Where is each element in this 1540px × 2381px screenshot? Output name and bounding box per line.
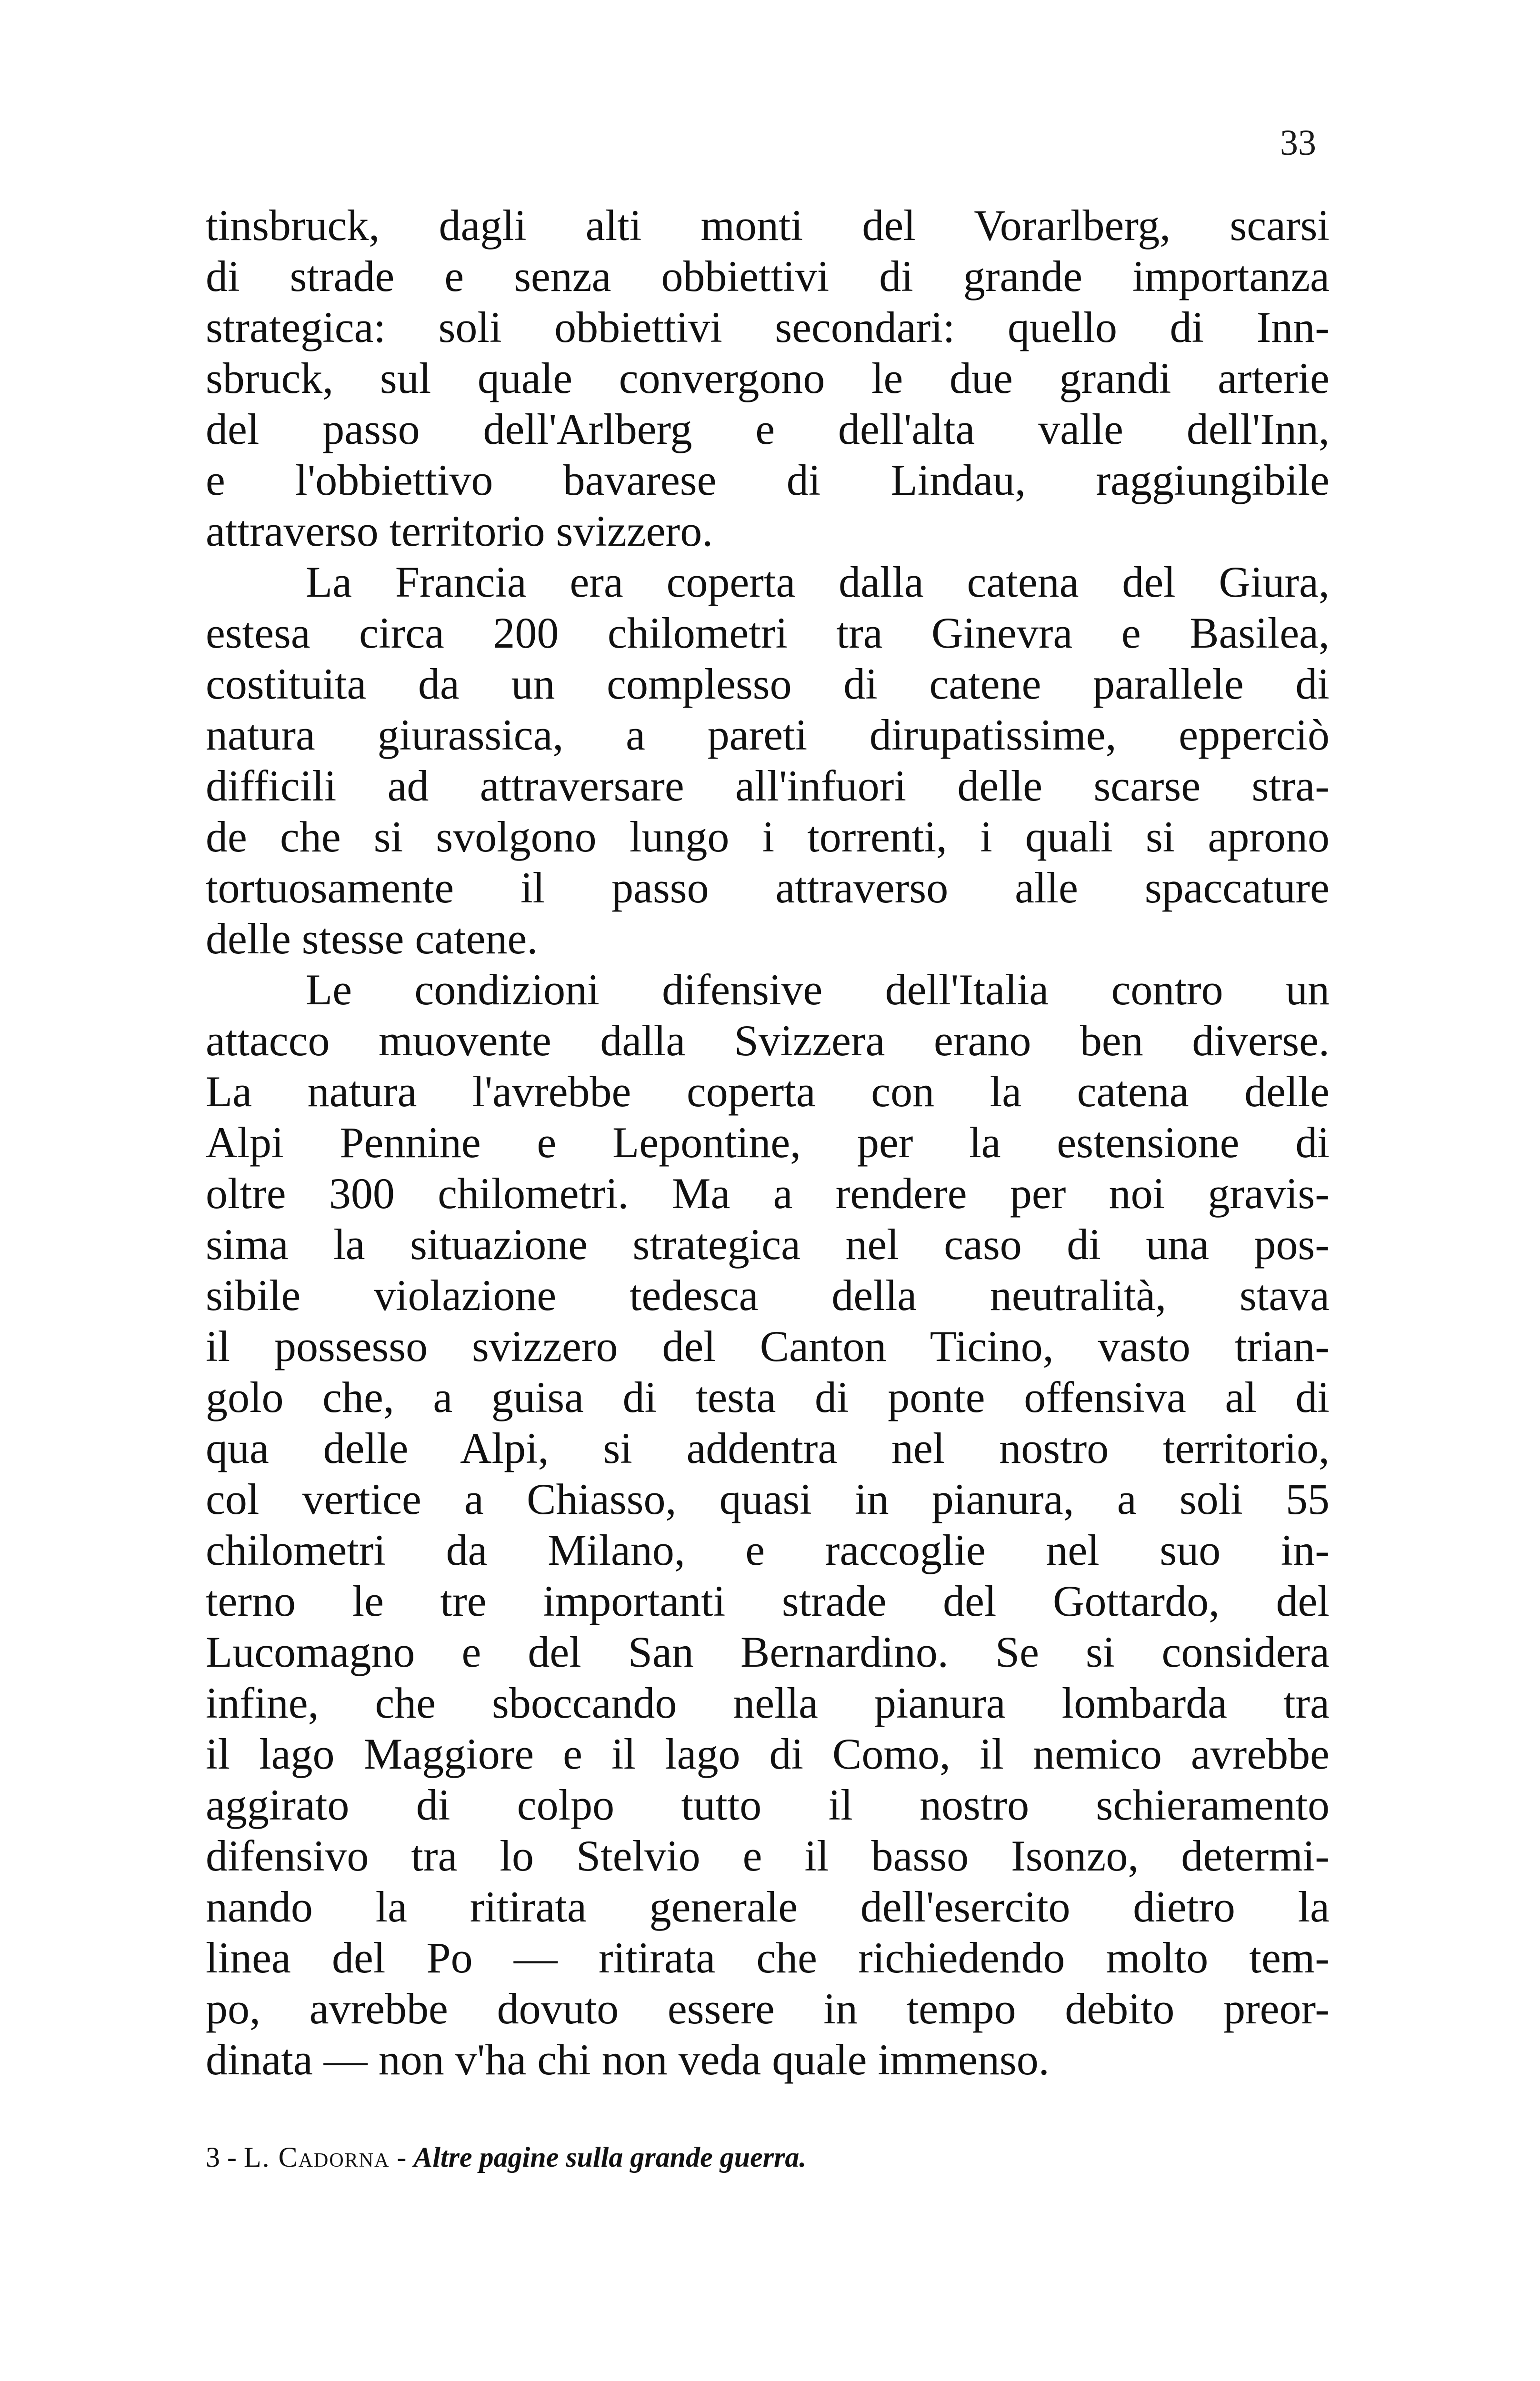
- text-line: sibile violazione tedesca della neutralità, stava: [206, 1271, 1330, 1320]
- text-line: aggirato di colpo tutto il nostro schieramento: [206, 1781, 1330, 1829]
- text-line: oltre 300 chilometri. Ma a rendere per noi gravis-: [206, 1169, 1330, 1218]
- text-line: de che si svolgono lungo i torrenti, i quali si aprono: [206, 812, 1330, 861]
- text-line: costituita da un complesso di catene parallele di: [206, 660, 1330, 708]
- text-line: dinata — non v'ha chi non veda quale immenso.: [206, 2035, 1050, 2084]
- signature-number: 3: [206, 2141, 220, 2173]
- text-line: tinsbruck, dagli alti monti del Vorarlberg, scarsi: [206, 201, 1330, 250]
- text-line: La natura l'avrebbe coperta con la catena delle: [206, 1067, 1330, 1116]
- text-line: Lucomagno e del San Bernardino. Se si considera: [206, 1628, 1330, 1676]
- text-line: il possesso svizzero del Canton Ticino, vasto trian-: [206, 1322, 1330, 1371]
- text-line: delle stesse catene.: [206, 914, 538, 963]
- text-line: strategica: soli obbiettivi secondari: quello di Inn-: [206, 303, 1330, 351]
- text-line: Le condizioni difensive dell'Italia contro un: [306, 965, 1330, 1014]
- text-line: e l'obbiettivo bavarese di Lindau, raggiungibile: [206, 456, 1330, 504]
- text-line: tortuosamente il passo attraverso alle spaccature: [206, 863, 1330, 912]
- body-text: [206, 200, 1330, 2085]
- text-line: natura giurassica, a pareti dirupatissime, epperciò: [206, 710, 1330, 759]
- text-line: di strade e senza obbiettivi di grande importanza: [206, 252, 1330, 300]
- footer-signature-line: [206, 2143, 806, 2171]
- text-line: sima la situazione strategica nel caso di una pos-: [206, 1220, 1330, 1269]
- text-line: golo che, a guisa di testa di ponte offensiva al di: [206, 1373, 1330, 1421]
- text-line: del passo dell'Arlberg e dell'alta valle dell'Inn,: [206, 405, 1330, 453]
- text-line: attraverso territorio svizzero.: [206, 507, 713, 555]
- text-line: attacco muovente dalla Svizzera erano ben diverse.: [206, 1016, 1330, 1065]
- text-line: linea del Po — ritirata che richiedendo molto tem-: [206, 1933, 1330, 1982]
- paragraph: [206, 964, 1330, 2085]
- paragraph: [206, 557, 1330, 964]
- text-line: Alpi Pennine e Lepontine, per la estensione di: [206, 1118, 1330, 1167]
- text-line: infine, che sboccando nella pianura lombarda tra: [206, 1679, 1330, 1727]
- text-line: terno le tre importanti strade del Gottardo, del: [206, 1577, 1330, 1625]
- text-line: po, avrebbe dovuto essere in tempo debito preor-: [206, 1984, 1330, 2033]
- text-line: nando la ritirata generale dell'esercito dietro la: [206, 1882, 1330, 1931]
- footer-separator-2: -: [397, 2141, 407, 2173]
- text-line: La Francia era coperta dalla catena del Giura,: [306, 558, 1330, 606]
- text-line: chilometri da Milano, e raccoglie nel suo in-: [206, 1526, 1330, 1574]
- footer-author: L. Cadorna: [243, 2141, 390, 2173]
- text-line: estesa circa 200 chilometri tra Ginevra e Basilea,: [206, 609, 1330, 657]
- text-line: col vertice a Chiasso, quasi in pianura, a soli 55: [206, 1475, 1330, 1523]
- paragraph: [206, 200, 1330, 557]
- text-line: sbruck, sul quale convergono le due grandi arterie: [206, 354, 1330, 402]
- text-line: qua delle Alpi, si addentra nel nostro territorio,: [206, 1424, 1330, 1472]
- text-line: difficili ad attraversare all'infuori delle scarse stra-: [206, 761, 1330, 810]
- footer-book-title: Altre pagine sulla grande guerra.: [413, 2141, 807, 2173]
- text-line: difensivo tra lo Stelvio e il basso Isonzo, determi-: [206, 1831, 1330, 1880]
- page-number: 33: [1280, 123, 1316, 163]
- footer-separator: -: [227, 2141, 237, 2173]
- text-line: il lago Maggiore e il lago di Como, il nemico avrebbe: [206, 1730, 1330, 1778]
